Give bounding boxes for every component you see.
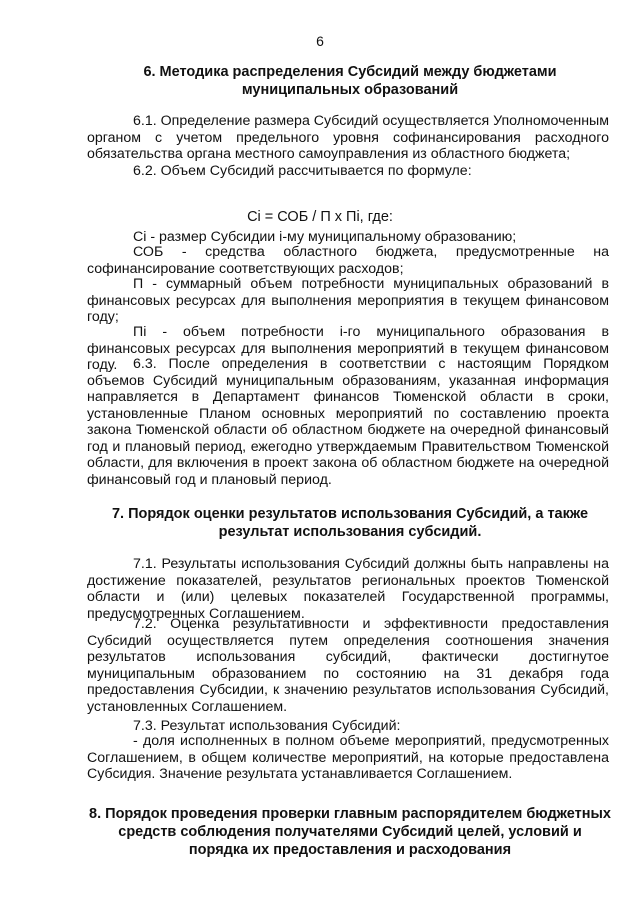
paragraph-6-1: 6.1. Определение размера Субсидий осуществляется Уполномоченным органом с учетом предельного уровня софинансирования расходного обязательства органа местного самоуправления из областного бюджета; bbox=[87, 113, 609, 162]
paragraph-6-3: 6.3. После определения в соответствии с настоящим Порядком объемов Субсидий муниципальным образованиям, указанная информация направляется в Департамент финансов Тюменской области в сроки, установленные Планом основных мероприятий по составлению проекта закона Тюменской области об областном бюджете на очередной финансовый год и плановый период, ежегодно утверждаемым Правительством Тюменской области, для включения в проект закона об областном бюджете на очередной финансовый год и плановый период. bbox=[87, 356, 609, 488]
paragraph-6-2: 6.2. Объем Субсидий рассчитывается по формуле: bbox=[133, 163, 472, 179]
definition-sob: СОБ - средства областного бюджета, предусмотренные на софинансирование соответствующих расходов; bbox=[87, 244, 609, 277]
page-number: 6 bbox=[316, 33, 324, 49]
definition-ci: Сi - размер Субсидии i-му муниципальному образованию; bbox=[133, 229, 517, 245]
paragraph-7-3: 7.3. Результат использования Субсидий: bbox=[133, 718, 401, 734]
section-6-heading: 6. Методика распределения Субсидий между бюджетами муниципальных образований bbox=[143, 64, 557, 98]
section-7-heading: 7. Порядок оценки результатов использования Субсидий, а также результат использования субсидий. bbox=[111, 506, 589, 540]
definition-pi: Пi - объем потребности i-го муниципального образования в финансовых ресурсах для выполнения мероприятий в текущем финансовом году. bbox=[87, 324, 609, 373]
definition-p: П - суммарный объем потребности муниципальных образований в финансовых ресурсах для выполнения мероприятия в текущем финансовом году; bbox=[87, 276, 609, 325]
paragraph-7-1: 7.1. Результаты использования Субсидий должны быть направлены на достижение показателей, результатов региональных проектов Тюменской области и (или) целевых показателей Государственной программы, предусмотренных Соглашением. bbox=[87, 556, 609, 622]
section-8-heading: 8. Порядок проведения проверки главным распорядителем бюджетных средств соблюдения получателями Субсидий целей, условий и порядка их предоставления и расходования bbox=[89, 806, 611, 858]
formula: Сi = СОБ / П х Пi, где: bbox=[247, 209, 393, 225]
paragraph-7-3-item: - доля исполненных в полном объеме мероприятий, предусмотренных Соглашением, в общем количестве мероприятий, на которые предоставлена Субсидия. Значение результата устанавливается Соглашением. bbox=[87, 733, 609, 782]
paragraph-7-2: 7.2. Оценка результативности и эффективности предоставления Субсидий осуществляется путем определения соотношения значения результатов использования субсидий, фактически достигнутое муниципальным образованием по состоянию на 31 декабря года предоставления Субсидии, к значению результатов использования Субсидий, установленных Соглашением. bbox=[87, 616, 609, 715]
